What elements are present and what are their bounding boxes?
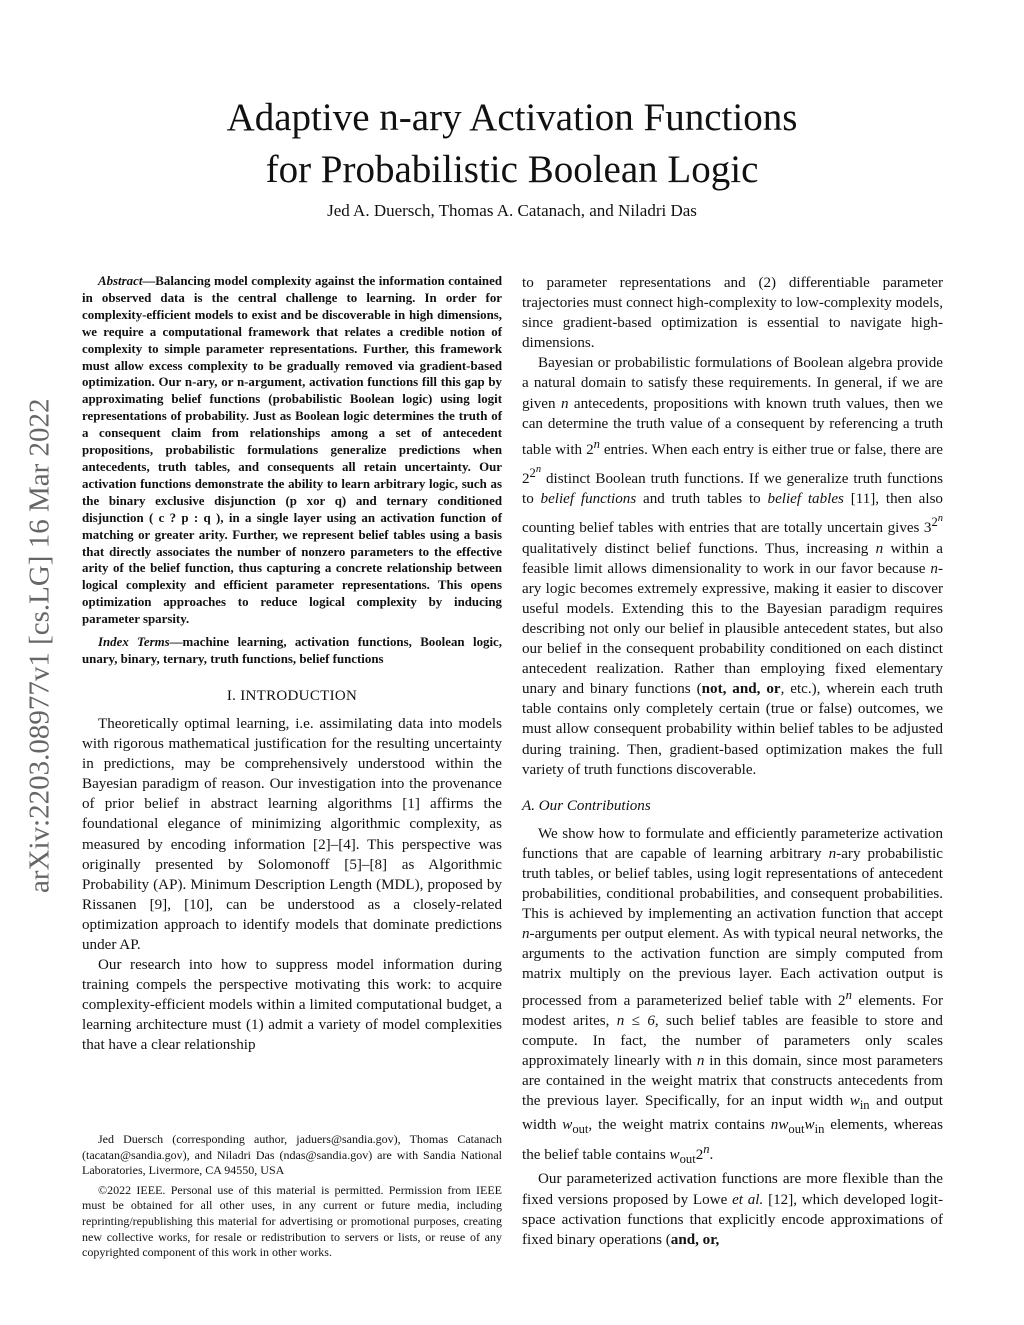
section-heading-introduction: I. INTRODUCTION (226, 687, 358, 704)
subsection-heading-contributions: A. Our Contributions (522, 797, 651, 814)
abstract-text: —Balancing model complexity against the information contained in observed data is the central challenge to learning. In order for complexity-efficient models to exist and be discoverable in high dimensions, we require a computational framework that relates a credible notion of complexity to simple parameter representations. Further, this framework must allow excess complexity to be gradually removed via gradient-based optimization. Our n-ary, or n-argument, activation functions fill this gap by approximating belief functions (probabilistic Boolean logic) using logit representations of probability. Just as Boolean logic determines the truth of a consequent claim from relationships among a set of antecedent propositions, probabilistic formulations generalize predictions when antecedents, truth tables, and consequents all retain uncertainty. Our activation functions demonstrate the ability to learn arbitrary logic, such as the binary exclusive disjunction (p xor q) and ternary conditioned disjunction ( c ? p : q ), in a single layer using an activation function of matching or greater arity. Further, we represent belief tables using a basis that directly associates the number of nonzero parameters to the effective arity of the belief function, thus capturing a concrete relationship between logical complexity and efficient parameter representations. This opens optimization approaches to reduce logical complexity by inducing parameter sparsity. (82, 274, 502, 627)
abstract (82, 273, 502, 628)
intro-paragraph-1: Theoretically optimal learning, i.e. assimilating data into models with rigorous mathematical justification for the resulting uncertainty in predictions, may be comprehensively understood within the Bayesian paradigm of reason. Our investigation into the provenance of prior belief in abstract learning algorithms [1] affirms the foundational elegance of minimizing algorithmic complexity, as measured by encoding information [2]–[4]. This perspective was originally presented by Solomonoff [5]–[8] as Algorithmic Probability (AP). Minimum Description Length (MDL), proposed by Rissanen [9], [10], can be understood as a closely-related optimization approach to identify models that dominate predictions under AP. (82, 715, 502, 953)
footnotes (82, 1132, 502, 1261)
right-paragraph-3: We show how to formulate and efficiently parameterize activation functions that are capable of learning arbitrary n-ary probabilistic truth tables, or belief tables, using logit representations of antecedent probabilities, conditional probabilities, and consequent probabilities. This is achieved by implementing an activation function that accept n-arguments per output element. As with typical neural networks, the arguments to the activation function are simply computed from matrix multiply on the previous layer. Each activation output is processed from a parameterized belief table with 2$^n$ elements. For modest arites, n ≤ 6, such belief tables are feasible to store and compute. In fact, the number of parameters only scales approximately linearly with n in this domain, since most parameters are contained in the weight matrix that constructs antecedents from the previous layer. Specifically, for an input width $w_{in}$ and output width $w_{out}$, the weight matrix contains $nw_{out}w_{in}$ elements, whereas the belief table contains $w_{out}2^n$. (522, 825, 944, 1167)
right-paragraph-1: to parameter representations and (2) differentiable parameter trajectories must connect high-complexity to low-complexity models, since gradient-based optimization is essential to navigate high-dimensions. (522, 275, 943, 352)
index-terms-text: —machine learning, activation functions, Boolean logic, unary, binary, ternary, truth functions, belief functions (82, 635, 502, 666)
footnote-rule (82, 1125, 502, 1127)
abstract-label: Abstract (98, 274, 143, 288)
title-line-2: for Probabilistic Boolean Logic (265, 148, 759, 191)
index-terms-label: Index Terms (98, 635, 170, 650)
intro-paragraph-2: Our research into how to suppress model information during training compels the perspective motivating this work: to acquire complexity-efficient models within a limited computational budget, a learning architecture must (1) admit a variety of model complexities that have a clear relationship (82, 957, 502, 1054)
right-column (522, 273, 943, 1250)
left-column (82, 273, 502, 1056)
index-terms (82, 634, 502, 668)
footnote-affiliation: Jed Duersch (corresponding author, jaduers@sandia.gov), Thomas Catanach (tacatan@sandia.gov), and Niladri Das (ndas@sandia.gov) are with Sandia National Laboratories, Livermore, CA 94550, USA (82, 1132, 502, 1178)
right-paragraph-4: Our parameterized activation functions are more flexible than the fixed versions proposed by Lowe et al. [12], which developed logit-space activation functions that explicitly encode approximations of fixed binary operations (and, or, (522, 1171, 943, 1248)
title-line-1: Adaptive n-ary Activation Functions (226, 96, 798, 139)
paper-title (112, 92, 912, 196)
footnote-copyright: ©2022 IEEE. Personal use of this material is permitted. Permission from IEEE must be obtained for all other uses, in any current or future media, including reprinting/republishing this material for advertising or promotional purposes, creating new collective works, for resale or redistribution to servers or lists, or reuse of any copyrighted component of this work in other works. (82, 1182, 502, 1260)
author-list: Jed A. Duersch, Thomas A. Catanach, and Niladri Das (327, 201, 697, 220)
right-paragraph-2: Bayesian or probabilistic formulations of Boolean algebra provide a natural domain to satisfy these requirements. In general, if we are given n antecedents, propositions with known truth values, then we can determine the truth value of a consequent by referencing a truth table with 2$^n$ entries. When each entry is either true or false, there are $2^{2^n}$ distinct Boolean truth functions. If we generalize truth functions to belief functions and truth tables to belief tables [11], then also counting belief tables with entries that are totally uncertain gives $3^{2^n}$ qualitatively distinct belief functions. Thus, increasing n within a feasible limit allows dimensionality to work in our favor because n-ary logic becomes extremely expressive, making it easier to discover useful models. Extending this to the Bayesian paradigm requires describing not only our belief in plausible antecedent states, but also our belief in the consequent probability conditioned on each distinct antecedent realization. Rather than employing fixed elementary unary and binary functions (not, and, or, etc.), wherein each truth table contains only completely certain (true or false) outcomes, we must allow consequent probability within belief tables to be adjusted during training. Then, gradient-based optimization makes the full variety of truth functions discoverable. (522, 355, 944, 778)
arxiv-identifier: arXiv:2203.08977v1 [cs.LG] 16 Mar 2022 (23, 398, 56, 894)
